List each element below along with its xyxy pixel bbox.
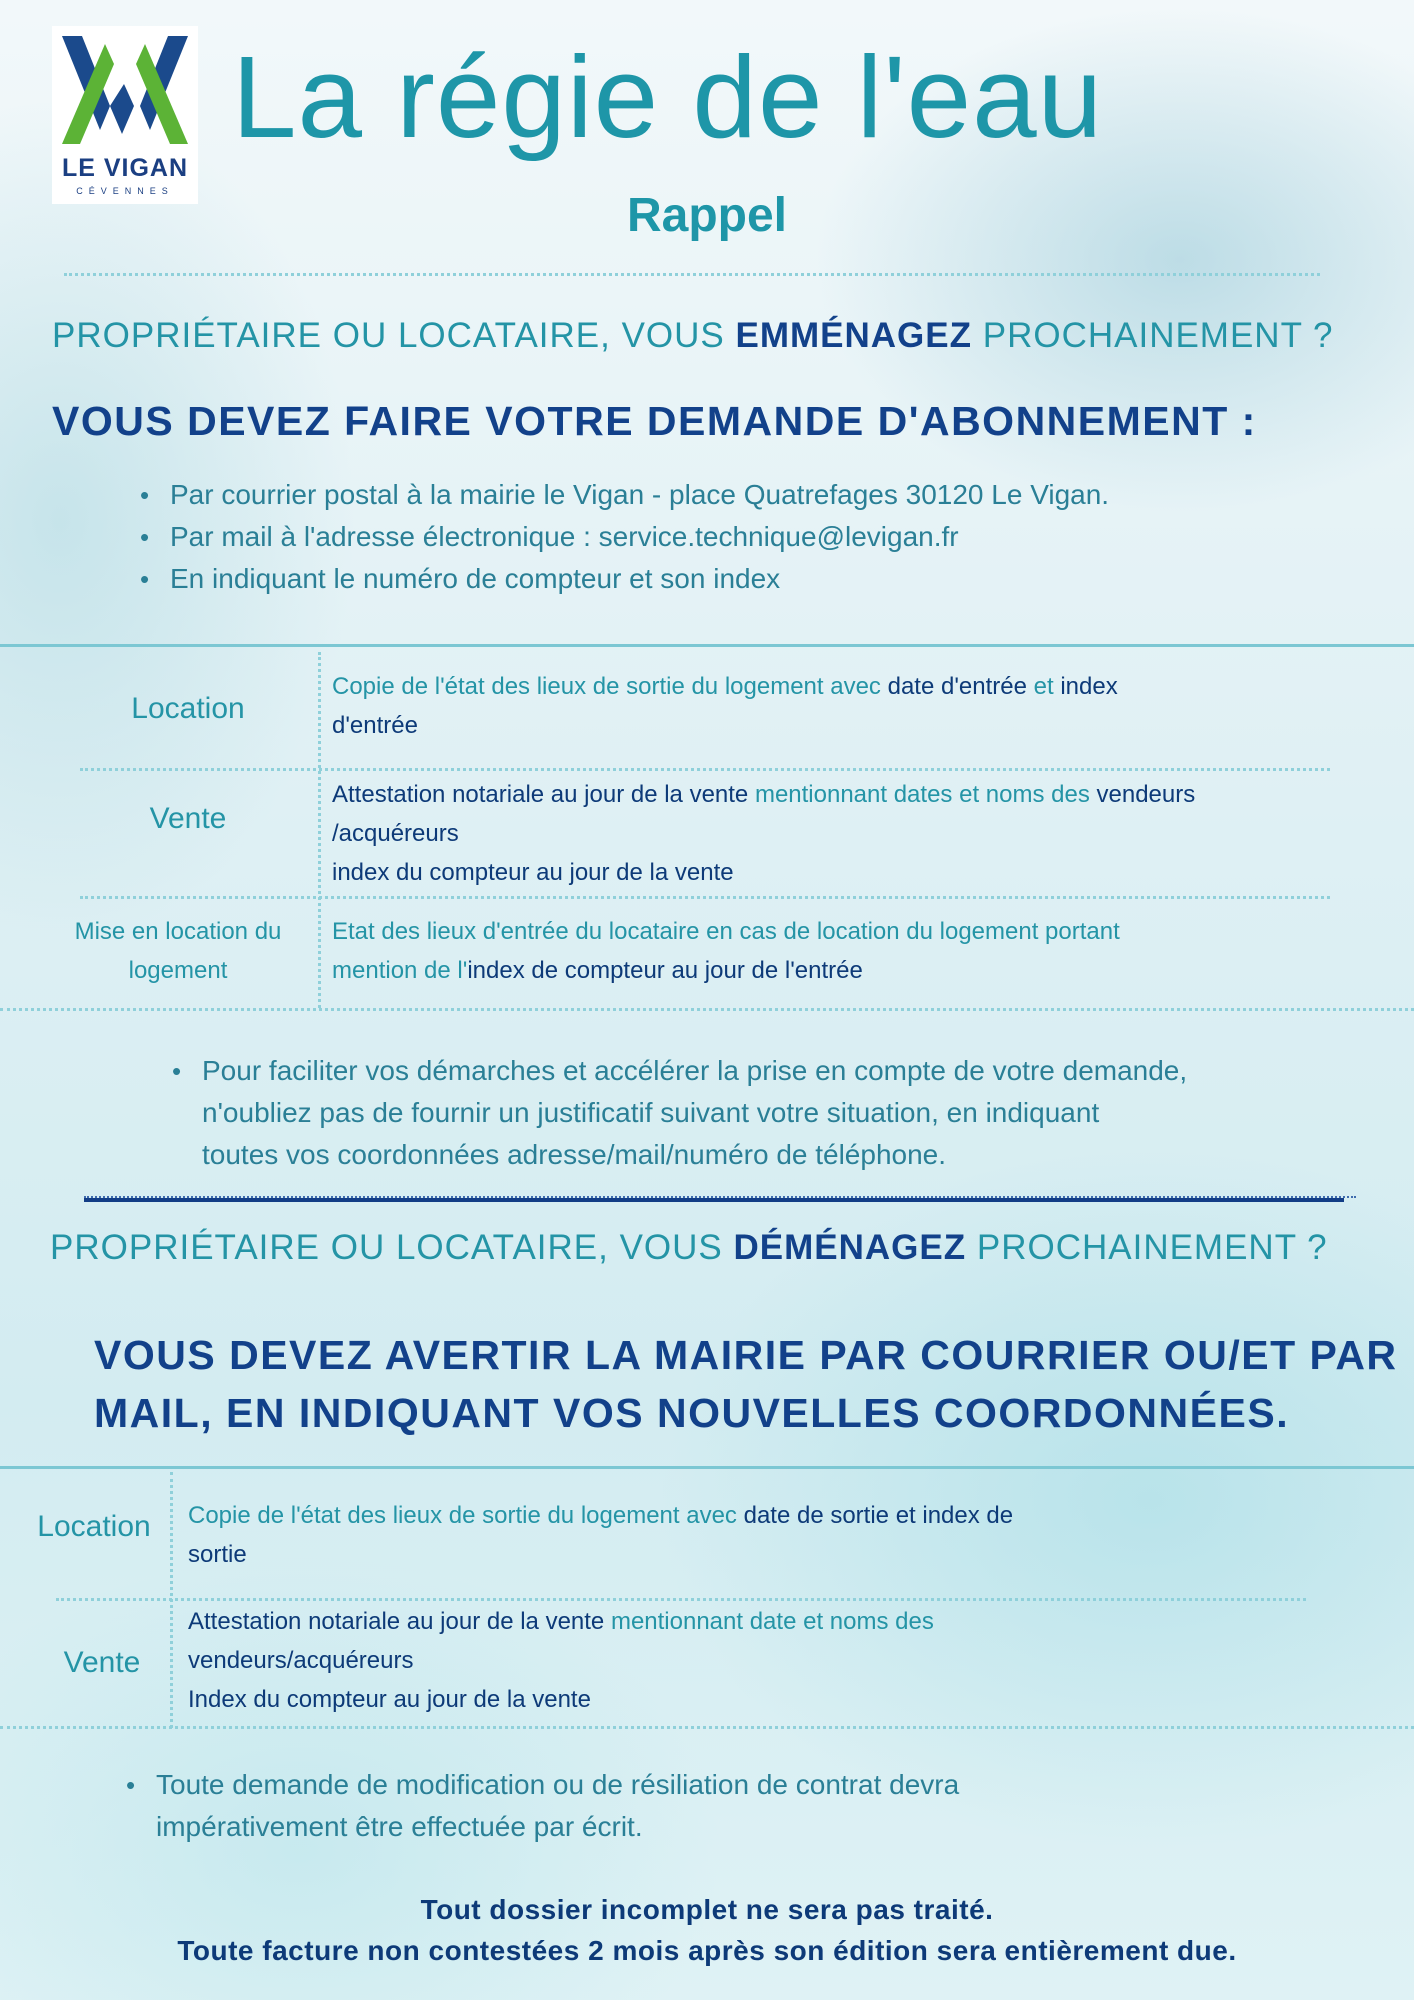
table-cell: Attestation notariale au jour de la vente mentionnant date et noms des vendeurs/acquéreurs Index du compteur au jour de la vente xyxy=(188,1608,934,1713)
divider xyxy=(64,273,1320,276)
section2-heading: VOUS DEVEZ AVERTIR LA MAIRIE PAR COURRIER OU/ET PAR MAIL, EN INDIQUANT VOS NOUVELLES COORDONNÉES. xyxy=(94,1332,1398,1436)
section2-question: PROPRIÉTAIRE OU LOCATAIRE, VOUS DÉMÉNAGEZ PROCHAINEMENT ? xyxy=(50,1228,1328,1267)
table-row-label: Location xyxy=(37,1510,151,1543)
footer-line-2: Toute facture non contestées 2 mois après son édition sera entièrement due. xyxy=(177,1935,1237,1966)
page-title: La régie de l'eau xyxy=(232,32,1104,162)
page-subtitle: Rappel xyxy=(626,189,788,242)
table-row-divider xyxy=(56,1598,1306,1601)
list-item: • Par courrier postal à la mairie le Vigan - place Quatrefages 30120 Le Vigan. xyxy=(136,474,1336,516)
table-row-label: Mise en location du logement xyxy=(74,918,282,984)
table-row-label: Location xyxy=(131,692,245,725)
section-separator xyxy=(84,1198,1344,1202)
table-row-divider xyxy=(80,896,1330,899)
logo-name: LE VIGAN xyxy=(61,154,189,182)
table-row-divider xyxy=(80,768,1330,771)
section1-bullets xyxy=(136,474,1336,600)
section2-note xyxy=(122,1764,1322,1848)
table-cell: Attestation notariale au jour de la vente mentionnant dates et noms des vendeurs /acquéreurs index du compteur au jour de la vente xyxy=(332,781,1196,886)
footer-line-1: Tout dossier incomplet ne sera pas traité. xyxy=(420,1894,994,1925)
logo-subtitle: CÉVENNES xyxy=(76,186,174,196)
divider xyxy=(0,1008,1414,1011)
logo-mark-icon xyxy=(62,34,188,154)
table-cell: Copie de l'état des lieux de sortie du logement avec date d'entrée et index d'entrée xyxy=(332,673,1118,739)
divider xyxy=(0,1466,1414,1469)
table-row-label: Vente xyxy=(149,802,227,835)
list-item: • En indiquant le numéro de compteur et son index xyxy=(136,558,1336,600)
table-cell: Etat des lieux d'entrée du locataire en cas de location du logement portant mention de l'index de compteur au jour de l'entrée xyxy=(332,918,1120,984)
section1-note xyxy=(168,1050,1368,1176)
list-item: • Par mail à l'adresse électronique : service.technique@levigan.fr xyxy=(136,516,1336,558)
list-item: • Toute demande de modification ou de résiliation de contrat devra impérativement être effectuée par écrit. xyxy=(122,1764,1322,1848)
list-item: • Pour faciliter vos démarches et accélérer la prise en compte de votre demande, n'oubliez pas de fournir un justificatif suivant votre situation, en indiquant toutes vos coordonnées adresse/mail/numéro de téléphone. xyxy=(168,1050,1368,1176)
section1-question: PROPRIÉTAIRE OU LOCATAIRE, VOUS EMMÉNAGEZ PROCHAINEMENT ? xyxy=(52,316,1334,355)
le-vigan-logo xyxy=(52,26,198,204)
section1-heading: VOUS DEVEZ FAIRE VOTRE DEMANDE D'ABONNEMENT : xyxy=(52,398,1257,444)
divider xyxy=(0,644,1414,647)
divider xyxy=(0,1726,1414,1729)
table-row-label: Vente xyxy=(63,1646,141,1679)
table-column-divider xyxy=(318,652,321,1008)
table-cell: Copie de l'état des lieux de sortie du logement avec date de sortie et index de sortie xyxy=(188,1502,1014,1568)
